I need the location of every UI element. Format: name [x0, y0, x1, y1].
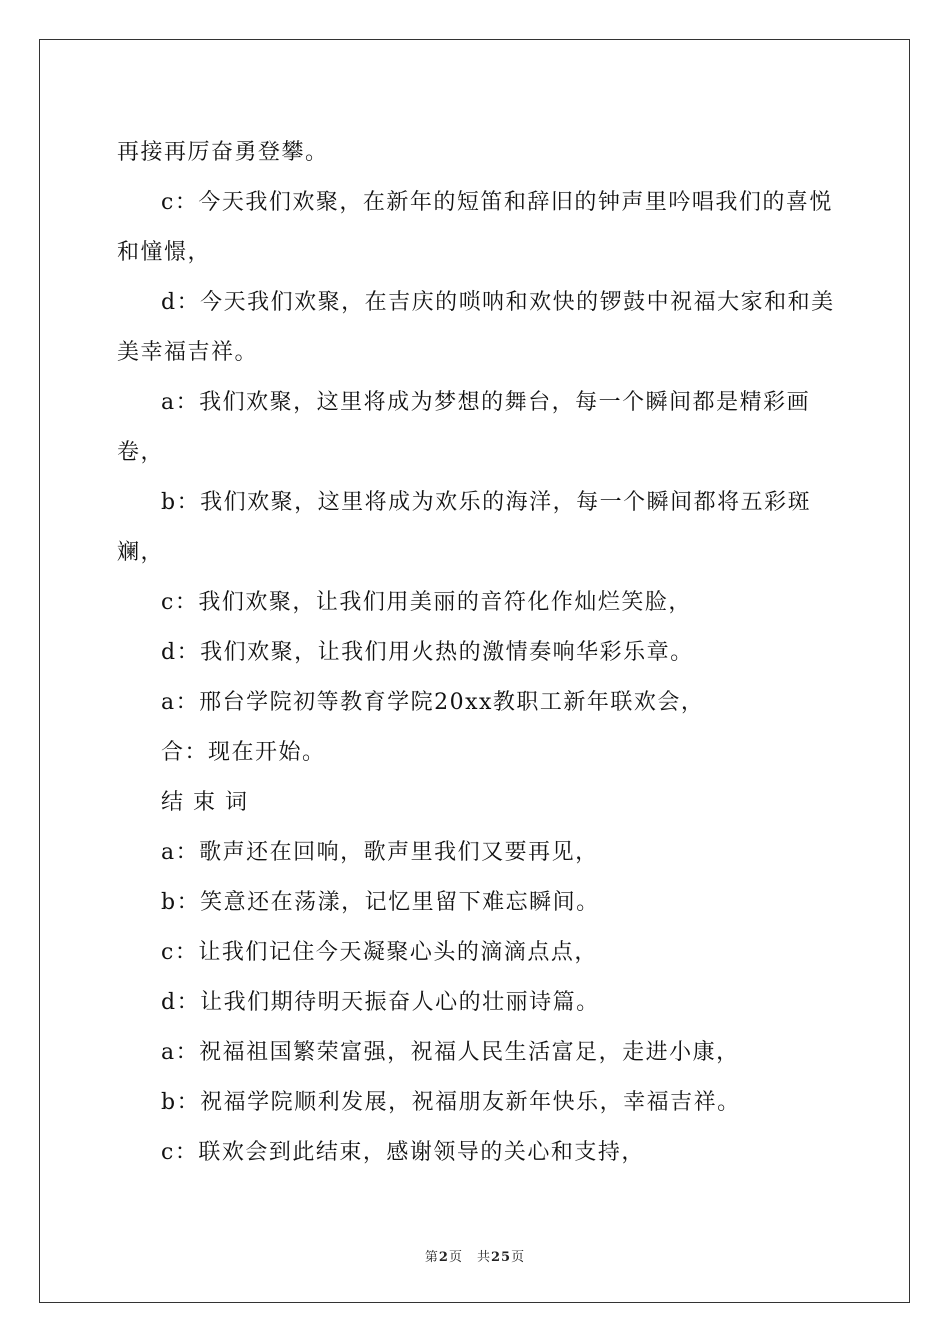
paragraph: d：我们欢聚，让我们用火热的激情奏响华彩乐章。 — [161, 640, 694, 665]
paragraph: a：祝福祖国繁荣富强，祝福人民生活富足，走进小康， — [161, 1040, 740, 1065]
document-body — [117, 128, 835, 1178]
page-label-suffix: 页 — [448, 1250, 463, 1265]
paragraph: c：我们欢聚，让我们用美丽的音符化作灿烂笑脸， — [161, 590, 692, 615]
total-label-suffix: 页 — [511, 1250, 526, 1265]
paragraph: b：我们欢聚，这里将成为欢乐的海洋，每一个瞬间都将五彩斑斓， — [117, 490, 812, 565]
paragraph: 再接再厉奋勇登攀。 — [117, 140, 329, 165]
paragraph: 合：现在开始。 — [161, 740, 326, 765]
paragraph: a：邢台学院初等教育学院20xx教职工新年联欢会， — [161, 690, 705, 715]
paragraph: c：联欢会到此结束，感谢领导的关心和支持， — [161, 1140, 645, 1165]
page-number: 2 — [438, 1250, 449, 1265]
section-heading: 结束词 — [161, 790, 258, 815]
paragraph: a：我们欢聚，这里将成为梦想的舞台，每一个瞬间都是精彩画卷， — [117, 390, 811, 465]
paragraph: a：歌声还在回响，歌声里我们又要再见， — [161, 840, 599, 865]
total-pages: 25 — [490, 1250, 512, 1265]
paragraph: d：今天我们欢聚，在吉庆的唢呐和欢快的锣鼓中祝福大家和和美美幸福吉祥。 — [117, 290, 835, 365]
paragraph: c：今天我们欢聚，在新年的短笛和辞旧的钟声里吟唱我们的喜悦和憧憬， — [117, 190, 833, 265]
paragraph: b：笑意还在荡漾，记忆里留下难忘瞬间。 — [161, 890, 600, 915]
paragraph: b：祝福学院顺利发展，祝福朋友新年快乐，幸福吉祥。 — [161, 1090, 741, 1115]
paragraph: d：让我们期待明天振奋人心的壮丽诗篇。 — [161, 990, 600, 1015]
page-footer — [0, 1246, 950, 1265]
total-label-prefix: 共 — [476, 1250, 491, 1265]
paragraph: c：让我们记住今天凝聚心头的滴滴点点， — [161, 940, 598, 965]
page-label-prefix: 第 — [424, 1250, 439, 1265]
